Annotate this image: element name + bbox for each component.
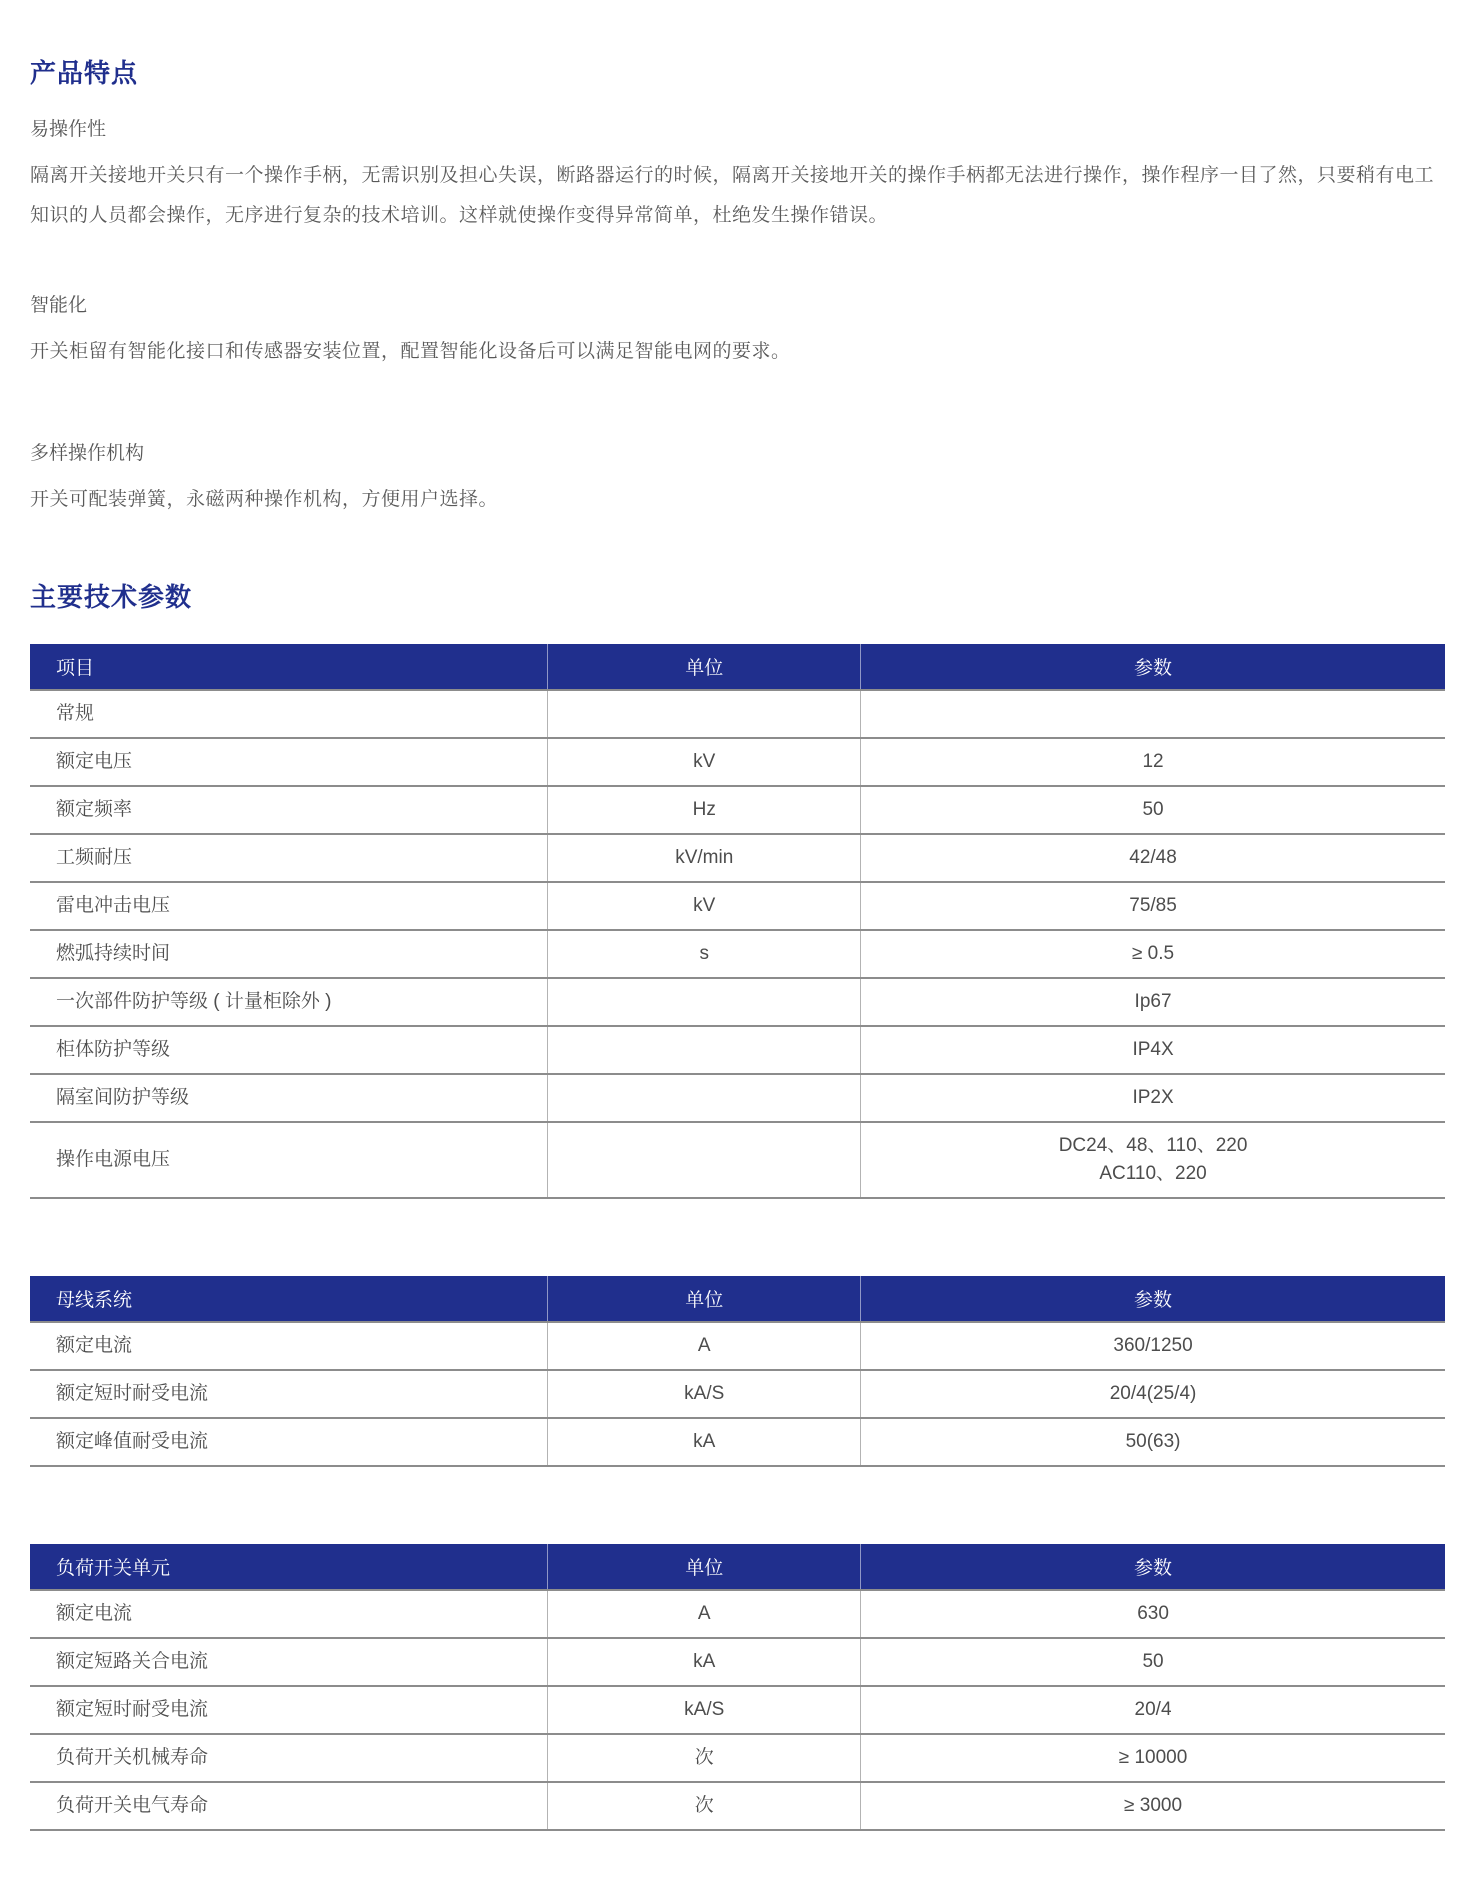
table-header xyxy=(30,1276,1445,1322)
table-row xyxy=(30,738,1445,786)
table-row xyxy=(30,882,1445,930)
table-cell: IP4X xyxy=(861,1026,1445,1074)
table-row xyxy=(30,1322,1445,1370)
table-cell: 次 xyxy=(548,1782,861,1830)
product-spec-page xyxy=(0,56,1464,1831)
table-cell: IP2X xyxy=(861,1074,1445,1122)
table-cell: 雷电冲击电压 xyxy=(30,882,548,930)
table-cell: 工频耐压 xyxy=(30,834,548,882)
table-row xyxy=(30,1418,1445,1466)
column-header-value: 参数 xyxy=(861,1276,1445,1322)
table-cell: 隔室间防护等级 xyxy=(30,1074,548,1122)
feature-label: 多样操作机构 xyxy=(30,443,145,464)
table-cell: kV xyxy=(548,738,861,786)
table-row xyxy=(30,1590,1445,1638)
table-cell: 42/48 xyxy=(861,834,1445,882)
table-cell: 额定电压 xyxy=(30,738,548,786)
table-cell: 50 xyxy=(861,786,1445,834)
table-header xyxy=(30,1544,1445,1590)
column-header-item: 项目 xyxy=(30,644,548,690)
table-cell: 一次部件防护等级 ( 计量柜除外 ) xyxy=(30,978,548,1026)
table-row xyxy=(30,1782,1445,1830)
table-cell: 额定电流 xyxy=(30,1590,548,1638)
table-cell xyxy=(861,690,1445,738)
table-row xyxy=(30,1370,1445,1418)
table-header-row xyxy=(30,1544,1445,1590)
table-cell: 630 xyxy=(861,1590,1445,1638)
table-cell: 12 xyxy=(861,738,1445,786)
column-header-value: 参数 xyxy=(861,1544,1445,1590)
feature-intelligence xyxy=(30,294,1444,372)
table-cell: 额定峰值耐受电流 xyxy=(30,1418,548,1466)
table-cell: 负荷开关机械寿命 xyxy=(30,1734,548,1782)
feature-text: 开关可配装弹簧，永磁两种操作机构，方便用户选择。 xyxy=(30,489,499,510)
table-cell: 20/4(25/4) xyxy=(861,1370,1445,1418)
column-header-item: 负荷开关单元 xyxy=(30,1544,548,1590)
feature-ease-of-operation xyxy=(30,118,1444,236)
column-header-unit: 单位 xyxy=(548,1544,861,1590)
table-row xyxy=(30,1122,1445,1198)
table-cell: A xyxy=(548,1322,861,1370)
column-header-item: 母线系统 xyxy=(30,1276,548,1322)
table-cell: kV/min xyxy=(548,834,861,882)
table-cell xyxy=(548,1026,861,1074)
table-row xyxy=(30,834,1445,882)
table-cell xyxy=(548,978,861,1026)
section-title-features: 产品特点 xyxy=(30,58,139,88)
table-cell: 额定电流 xyxy=(30,1322,548,1370)
features-section xyxy=(30,56,1444,520)
table-row xyxy=(30,930,1445,978)
table-cell: 次 xyxy=(548,1734,861,1782)
table-row xyxy=(30,690,1445,738)
table-cell xyxy=(548,1122,861,1198)
table-cell: ≥ 0.5 xyxy=(861,930,1445,978)
table-cell xyxy=(548,690,861,738)
feature-label: 易操作性 xyxy=(30,119,107,140)
column-header-unit: 单位 xyxy=(548,1276,861,1322)
table-cell: 操作电源电压 xyxy=(30,1122,548,1198)
table-cell xyxy=(548,1074,861,1122)
spec-table-general xyxy=(30,644,1445,1199)
table-cell: kA xyxy=(548,1418,861,1466)
table-cell: kA/S xyxy=(548,1370,861,1418)
table-cell: kA/S xyxy=(548,1686,861,1734)
table-cell: 75/85 xyxy=(861,882,1445,930)
table-cell: 额定短时耐受电流 xyxy=(30,1686,548,1734)
table-row xyxy=(30,1026,1445,1074)
table-cell: ≥ 3000 xyxy=(861,1782,1445,1830)
table-cell: 额定短路关合电流 xyxy=(30,1638,548,1686)
table-cell: 额定短时耐受电流 xyxy=(30,1370,548,1418)
table-row xyxy=(30,1686,1445,1734)
table-row xyxy=(30,1638,1445,1686)
table-cell: 50(63) xyxy=(861,1418,1445,1466)
spec-table-load-switch-unit xyxy=(30,1544,1445,1831)
table-cell: 额定频率 xyxy=(30,786,548,834)
table-cell: ≥ 10000 xyxy=(861,1734,1445,1782)
table-cell: 柜体防护等级 xyxy=(30,1026,548,1074)
table-cell: Hz xyxy=(548,786,861,834)
column-header-value: 参数 xyxy=(861,644,1445,690)
table-cell: 燃弧持续时间 xyxy=(30,930,548,978)
feature-mechanisms xyxy=(30,442,1444,520)
table-cell: 20/4 xyxy=(861,1686,1445,1734)
table-header-row xyxy=(30,1276,1445,1322)
section-title-parameters: 主要技术参数 xyxy=(30,582,193,612)
table-row xyxy=(30,1074,1445,1122)
table-cell: 常规 xyxy=(30,690,548,738)
table-header xyxy=(30,644,1445,690)
feature-label: 智能化 xyxy=(30,295,88,316)
table-cell: Ip67 xyxy=(861,978,1445,1026)
table-cell: 负荷开关电气寿命 xyxy=(30,1782,548,1830)
table-row xyxy=(30,786,1445,834)
table-cell: 50 xyxy=(861,1638,1445,1686)
table-cell: s xyxy=(548,930,861,978)
column-header-unit: 单位 xyxy=(548,644,861,690)
table-row xyxy=(30,978,1445,1026)
table-row xyxy=(30,1734,1445,1782)
table-cell: kA xyxy=(548,1638,861,1686)
table-cell: 360/1250 xyxy=(861,1322,1445,1370)
feature-text: 开关柜留有智能化接口和传感器安装位置，配置智能化设备后可以满足智能电网的要求。 xyxy=(30,341,791,362)
table-cell: DC24、48、110、220 AC110、220 xyxy=(861,1122,1445,1198)
table-cell: A xyxy=(548,1590,861,1638)
table-cell: kV xyxy=(548,882,861,930)
spec-table-busbar-system xyxy=(30,1276,1445,1467)
feature-text: 隔离开关接地开关只有一个操作手柄，无需识别及担心失误，断路器运行的时候，隔离开关接地开关的操作手柄都无法进行操作，操作程序一目了然，只要稍有电工知识的人员都会操作，无序进行复杂的技术培训。这样就使操作变得异常简单，杜绝发生操作错误。 xyxy=(30,165,1435,226)
technical-parameters-section xyxy=(30,580,1444,1831)
table-header-row xyxy=(30,644,1445,690)
